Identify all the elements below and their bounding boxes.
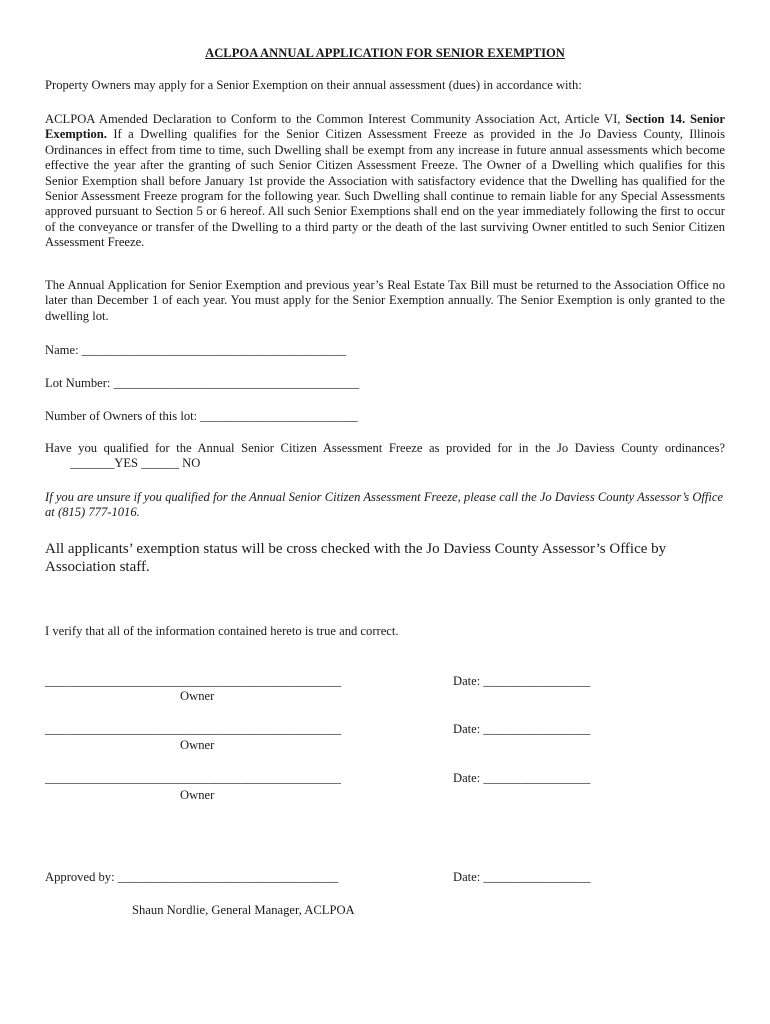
approved-by-field[interactable]: Approved by: ___________________________________ [45, 870, 339, 884]
lot-number-field[interactable]: Lot Number: _______________________________________ [45, 376, 360, 390]
approver-name-title: Shaun Nordlie, General Manager, ACLPOA [132, 903, 355, 917]
unsure-note: If you are unsure if you qualified for the Annual Senior Citizen Assessment Freeze, please call the Jo Daviess County Assessor’s Office at (815) 777-1016. [45, 490, 724, 520]
owner-label-1: Owner [180, 689, 215, 703]
verification-statement: I verify that all of the information contained hereto is true and correct. [45, 624, 399, 638]
owner-label-2: Owner [180, 738, 215, 752]
declaration-body: If a Dwelling qualifies for the Senior Citizen Assessment Freeze as provided in the Jo Daviess County, Illinois Ordinances in effect from time to time, such Dwelling shall be exempt from any increase in future annual assessments which become effective the year after the granting of such Senior Citizen Assessment Freeze. The Owner of a Dwelling which qualifies for this Senior Exemption shall before January 1st provide the Association with satisfactory evidence that the Dwelling has qualified for the Senior Assessment Freeze program for the following year. Such Dwelling shall continue to remain liable for any Special Assessments approved pursuant to Section 5 or 6 hereof. All such Senior Exemptions shall end on the year immediately following the first to occur of the conveyance or transfer of the Dwelling to a third party or the death of the last surviving Owner entitled to such Senior Citizen Assessment Freeze. [45, 127, 725, 250]
owner-signature-line-1[interactable]: _______________________________________________ [45, 674, 341, 688]
cross-check-notice: All applicants’ exemption status will be cross checked with the Jo Daviess County Assessor’s Office by Association staff. [45, 541, 667, 575]
owner-signature-line-3[interactable]: _______________________________________________ [45, 771, 341, 785]
owner-date-field-2[interactable]: Date: _________________ [453, 722, 591, 736]
yes-no-answer-field[interactable]: _______YES ______ NO [45, 456, 201, 471]
declaration-prefix: ACLPOA Amended Declaration to Conform to the Common Interest Community Association Act, Article VI, [45, 112, 626, 126]
intro-paragraph: Property Owners may apply for a Senior Exemption on their annual assessment (dues) in accordance with: [45, 78, 582, 92]
owner-signature-line-2[interactable]: _______________________________________________ [45, 722, 341, 736]
return-notice-paragraph: The Annual Application for Senior Exemption and previous year’s Real Estate Tax Bill must be returned to the Association Office no later than December 1 of each year. You must apply for the Senior Exemption annually. The Senior Exemption is only granted to the dwelling lot. [45, 278, 725, 323]
number-of-owners-field[interactable]: Number of Owners of this lot: _________________________ [45, 409, 358, 423]
owner-label-3: Owner [180, 788, 215, 802]
owner-date-field-3[interactable]: Date: _________________ [453, 771, 591, 785]
declaration-paragraph [45, 112, 725, 251]
freeze-question [45, 441, 725, 472]
approval-date-field[interactable]: Date: _________________ [453, 870, 591, 884]
name-field[interactable]: Name: __________________________________________ [45, 343, 347, 357]
owner-date-field-1[interactable]: Date: _________________ [453, 674, 591, 688]
declaration-section-heading: Section 14. Senior Exemption. [45, 112, 725, 142]
page-title: ACLPOA ANNUAL APPLICATION FOR SENIOR EXEMPTION [205, 46, 565, 60]
freeze-question-text: Have you qualified for the Annual Senior Citizen Assessment Freeze as provided for in the Jo Daviess County ordinances? [45, 441, 725, 455]
